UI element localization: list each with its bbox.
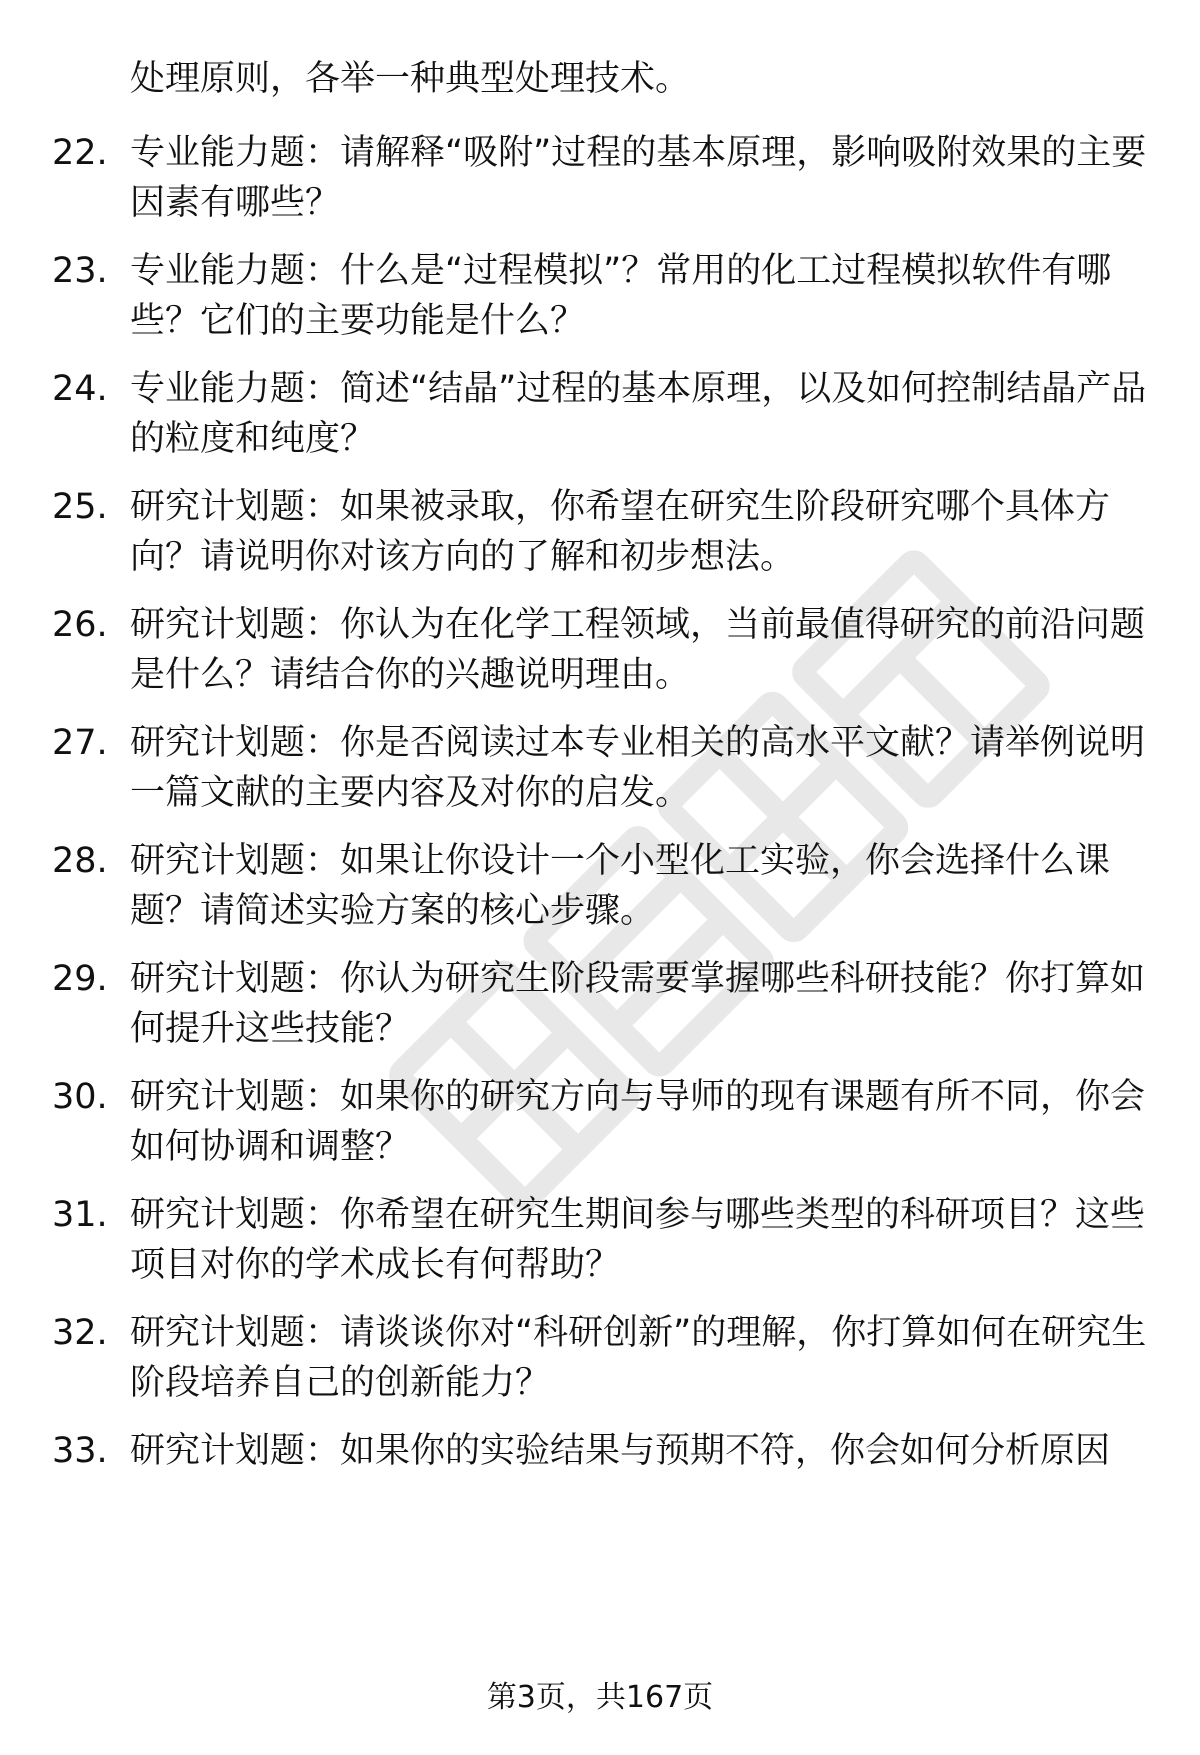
question-text: 研究计划题：请谈谈你对“科研创新”的理解，你打算如何在研究生阶段培养自己的创新能力？ — [130, 1313, 1147, 1403]
question-number: 24. — [52, 369, 108, 409]
continued-question-text: 处理原则，各举一种典型处理技术。 — [130, 59, 691, 99]
question-text: 研究计划题：你是否阅读过本专业相关的高水平文献？请举例说明一篇文献的主要内容及对你的启发。 — [130, 723, 1146, 813]
page-number-footer: 第3页，共167页 — [486, 1680, 714, 1715]
question-number: 27. — [52, 723, 108, 763]
question-number: 23. — [52, 251, 108, 291]
question-number: 30. — [52, 1077, 108, 1117]
question-number: 28. — [52, 841, 108, 881]
question-number: 31. — [52, 1195, 108, 1235]
question-text: 研究计划题：如果被录取，你希望在研究生阶段研究哪个具体方向？请说明你对该方向的了解和初步想法。 — [130, 487, 1111, 577]
question-number: 22. — [52, 133, 108, 173]
question-text: 研究计划题：如果让你设计一个小型化工实验，你会选择什么课题？请简述实验方案的核心步骤。 — [130, 841, 1111, 931]
question-text: 专业能力题：请解释“吸附”过程的基本原理，影响吸附效果的主要因素有哪些？ — [130, 133, 1147, 223]
question-text: 研究计划题：如果你的研究方向与导师的现有课题有所不同，你会如何协调和调整？ — [130, 1077, 1146, 1167]
question-number: 26. — [52, 605, 108, 645]
question-text: 研究计划题：你认为在化学工程领域，当前最值得研究的前沿问题是什么？请结合你的兴趣说明理由。 — [130, 605, 1146, 695]
question-text: 研究计划题：你认为研究生阶段需要掌握哪些科研技能？你打算如何提升这些技能？ — [130, 959, 1146, 1049]
question-number: 33. — [52, 1431, 108, 1471]
question-number: 29. — [52, 959, 108, 999]
question-number: 25. — [52, 487, 108, 527]
question-text: 研究计划题：如果你的实验结果与预期不符，你会如何分析原因 — [130, 1431, 1111, 1471]
question-text: 专业能力题：简述“结晶”过程的基本原理，以及如何控制结晶产品的粒度和纯度？ — [130, 369, 1147, 459]
question-text: 专业能力题：什么是“过程模拟”？常用的化工过程模拟软件有哪些？它们的主要功能是什么？ — [130, 251, 1112, 341]
question-text: 研究计划题：你希望在研究生期间参与哪些类型的科研项目？这些项目对你的学术成长有何帮助？ — [130, 1195, 1146, 1285]
question-number: 32. — [52, 1313, 108, 1353]
